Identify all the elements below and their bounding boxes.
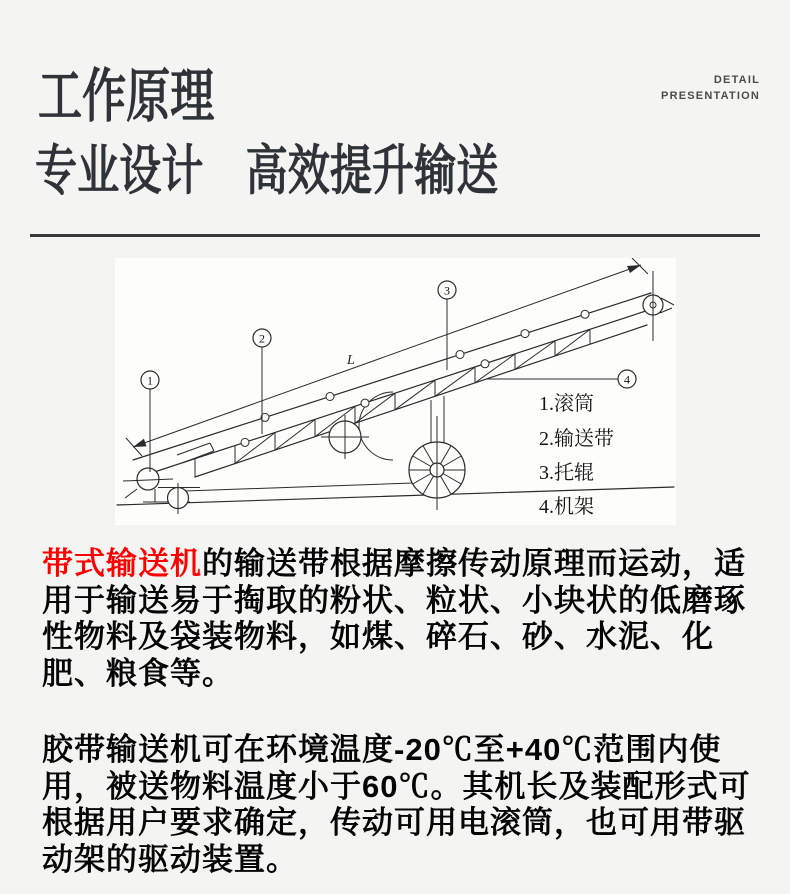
support-wheel (158, 483, 200, 514)
detail-presentation-label (661, 72, 760, 104)
callout-2-number: 2 (259, 331, 265, 346)
spoked-wheel (409, 396, 465, 510)
length-label: L (347, 353, 355, 368)
highlight-belt-conveyor: 带式输送机 (42, 546, 202, 581)
callout-3-number: 3 (444, 283, 450, 298)
callout-4-number: 4 (624, 372, 630, 387)
page-subtitle: 专业设计 高效提升输送 (35, 141, 499, 201)
legend-item-belt: 2.输送带 (539, 428, 614, 450)
legend-item-idler: 3.托辊 (539, 462, 594, 484)
divider-line (30, 234, 760, 237)
paragraph-principle-text: 的输送带根据摩擦传动原理而运动，适用于输送易于掏取的粉状、粒状、小块状的低磨琢性物料及袋装物料，如煤、碎石、砂、水泥、化肥、粮食等。 (42, 546, 746, 691)
dimension-line (126, 258, 648, 456)
paragraph-conditions: 胶带输送机可在环境温度-20℃至+40℃范围内使用，被送物料温度小于60℃。其机长及装配形式可根据用户要求确定，传动可用电滚筒，也可用带驱动架的驱动装置。 (42, 732, 751, 877)
drive-motor (321, 392, 393, 460)
page-title: 工作原理 (38, 64, 215, 129)
legend-item-roller: 1.滚筒 (539, 393, 594, 415)
presentation-word: PRESENTATION (661, 90, 760, 102)
callout-4 (487, 370, 636, 388)
conveyor-diagram (115, 258, 676, 525)
paragraph-principle (42, 546, 758, 692)
callout-1-number: 1 (147, 373, 153, 388)
conveyor-line-drawing (115, 258, 676, 525)
detail-word: DETAIL (713, 74, 760, 86)
head-pulley (643, 271, 674, 341)
diagram-legend (539, 392, 614, 518)
legend-item-frame: 4.机架 (539, 496, 594, 518)
